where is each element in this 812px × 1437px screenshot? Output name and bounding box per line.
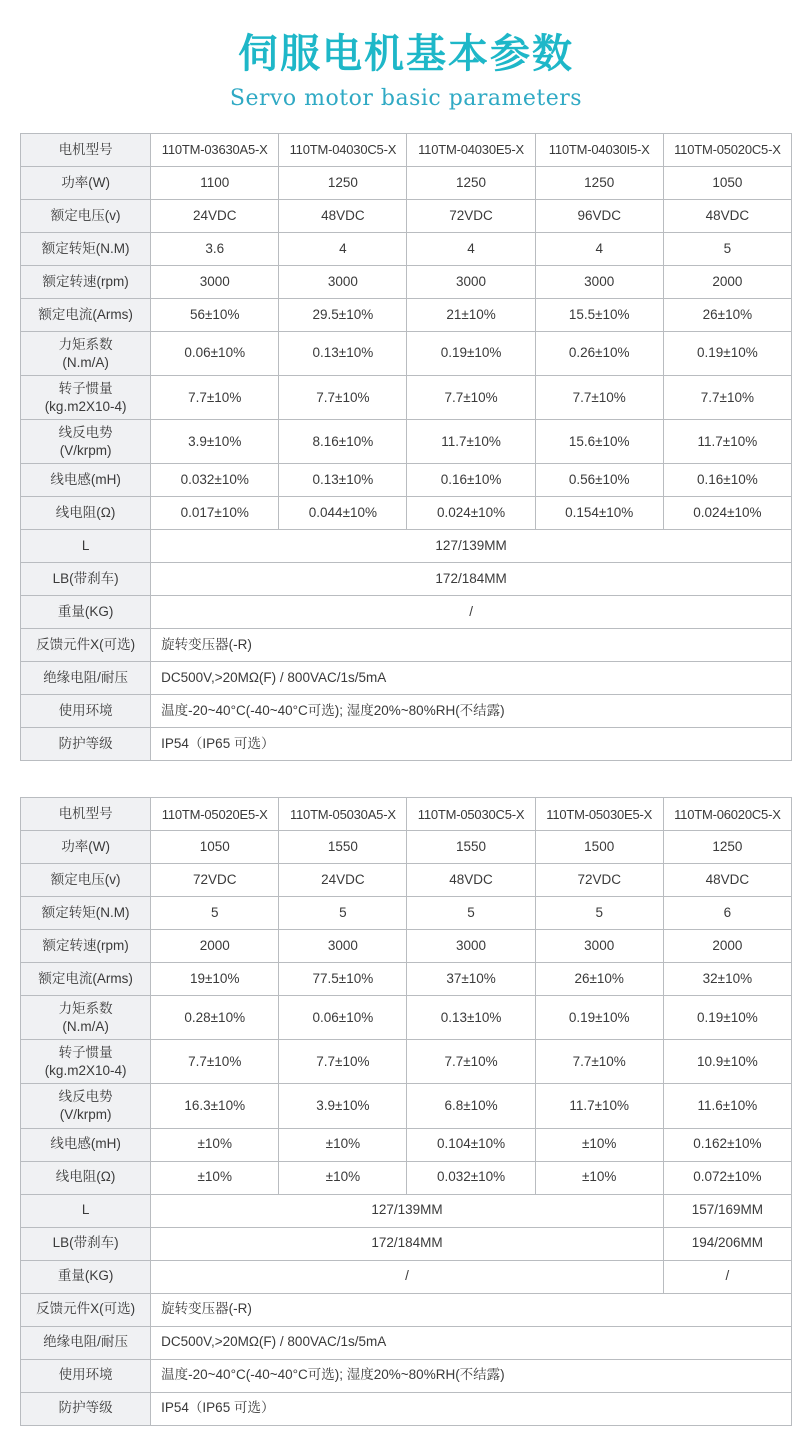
cell-power-2: 1250 [279, 167, 407, 200]
table-row [21, 200, 792, 233]
cell-current-3: 21±10% [407, 299, 535, 332]
cell-bemf-5: 11.7±10% [663, 420, 791, 464]
row-label-model: 电机型号 [21, 134, 151, 167]
row-label-protection: 防护等级 [21, 1392, 151, 1425]
cell-power-2: 1550 [279, 831, 407, 864]
row-label-power: 功率(W) [21, 831, 151, 864]
row-label-torque: 额定转矩(N.M) [21, 897, 151, 930]
cell-current-1: 19±10% [151, 963, 279, 996]
row-label-inductance: 线电感(mH) [21, 464, 151, 497]
cell-model-3: 110TM-04030E5-X [407, 134, 535, 167]
cell-current-3: 37±10% [407, 963, 535, 996]
table-row [21, 1293, 792, 1326]
table-row [21, 1084, 792, 1128]
row-label-inertia [21, 1040, 151, 1084]
cell-inertia-4: 7.7±10% [535, 376, 663, 420]
cell-inertia-2: 7.7±10% [279, 1040, 407, 1084]
cell-inertia-1: 7.7±10% [151, 1040, 279, 1084]
cell-voltage-5: 48VDC [663, 200, 791, 233]
cell-inductance-4: ±10% [535, 1128, 663, 1161]
cell-inductance-1: 0.032±10% [151, 464, 279, 497]
table-row [21, 897, 792, 930]
cell-model-2: 110TM-05030A5-X [279, 798, 407, 831]
row-label-feedback: 反馈元件X(可选) [21, 1293, 151, 1326]
row-label-torque-coef-line1: 力矩系数 [58, 1001, 113, 1017]
table-row [21, 1359, 792, 1392]
cell-current-4: 26±10% [535, 963, 663, 996]
row-label-torque-coef [21, 332, 151, 376]
cell-weight-a: / [151, 1260, 664, 1293]
cell-inductance-3: 0.16±10% [407, 464, 535, 497]
cell-inductance-4: 0.56±10% [535, 464, 663, 497]
cell-length-brake: 172/184MM [151, 563, 792, 596]
cell-torque-coef-4: 0.26±10% [535, 332, 663, 376]
row-label-torque-coef-line1: 力矩系数 [58, 337, 113, 352]
cell-resistance-1: 0.017±10% [151, 497, 279, 530]
cell-current-1: 56±10% [151, 299, 279, 332]
cell-speed-5: 2000 [663, 266, 791, 299]
cell-insulation: DC500V,>20MΩ(F) / 800VAC/1s/5mA [151, 1326, 792, 1359]
cell-resistance-5: 0.024±10% [663, 497, 791, 530]
row-label-bemf [21, 420, 151, 464]
table-row [21, 798, 792, 831]
cell-torque-3: 5 [407, 897, 535, 930]
row-label-weight: 重量(KG) [21, 1260, 151, 1293]
row-label-inertia [21, 376, 151, 420]
cell-bemf-4: 11.7±10% [535, 1084, 663, 1128]
cell-inductance-2: 0.13±10% [279, 464, 407, 497]
cell-inductance-5: 0.162±10% [663, 1128, 791, 1161]
row-label-resistance: 线电阻(Ω) [21, 1161, 151, 1194]
cell-power-1: 1050 [151, 831, 279, 864]
table-row [21, 497, 792, 530]
cell-protection: IP54（IP65 可选） [151, 1392, 792, 1425]
cell-power-1: 1100 [151, 167, 279, 200]
page-subtitle: Servo motor basic parameters [229, 86, 583, 111]
cell-speed-2: 3000 [279, 266, 407, 299]
cell-torque-2: 5 [279, 897, 407, 930]
cell-bemf-4: 15.6±10% [535, 420, 663, 464]
table-row [21, 376, 792, 420]
row-label-length: L [21, 530, 151, 563]
row-label-length-brake: LB(带刹车) [21, 563, 151, 596]
cell-bemf-1: 16.3±10% [151, 1084, 279, 1128]
row-label-protection: 防护等级 [21, 728, 151, 761]
row-label-insulation: 绝缘电阻/耐压 [21, 662, 151, 695]
row-label-speed: 额定转速(rpm) [21, 266, 151, 299]
row-label-voltage: 额定电压(v) [21, 864, 151, 897]
row-label-inertia-line2: (kg.m2X10-4) [44, 1062, 127, 1078]
row-label-model: 电机型号 [21, 798, 151, 831]
cell-voltage-1: 24VDC [151, 200, 279, 233]
table-row [21, 332, 792, 376]
cell-torque-5: 6 [663, 897, 791, 930]
table-row [21, 1194, 792, 1227]
page-title: 伺服电机基本参数 [238, 32, 574, 76]
row-label-insulation: 绝缘电阻/耐压 [21, 1326, 151, 1359]
cell-speed-2: 3000 [279, 930, 407, 963]
cell-torque-4: 5 [535, 897, 663, 930]
page-header [0, 0, 812, 111]
row-label-length-brake: LB(带刹车) [21, 1227, 151, 1260]
cell-voltage-2: 24VDC [279, 864, 407, 897]
cell-resistance-5: 0.072±10% [663, 1161, 791, 1194]
table-row [21, 134, 792, 167]
cell-length-brake-b: 194/206MM [663, 1227, 791, 1260]
row-label-bemf [21, 1084, 151, 1128]
cell-resistance-3: 0.032±10% [407, 1161, 535, 1194]
table-row [21, 299, 792, 332]
cell-torque-coef-1: 0.06±10% [151, 332, 279, 376]
cell-torque-4: 4 [535, 233, 663, 266]
table-gap [0, 761, 812, 775]
cell-speed-5: 2000 [663, 930, 791, 963]
cell-torque-2: 4 [279, 233, 407, 266]
cell-inertia-5: 10.9±10% [663, 1040, 791, 1084]
row-label-inertia-line2: (kg.m2X10-4) [44, 398, 127, 414]
cell-speed-1: 2000 [151, 930, 279, 963]
cell-current-4: 15.5±10% [535, 299, 663, 332]
cell-inertia-3: 7.7±10% [407, 376, 535, 420]
row-label-length: L [21, 1194, 151, 1227]
cell-feedback: 旋转变压器(-R) [151, 629, 792, 662]
cell-feedback: 旋转变压器(-R) [151, 1293, 792, 1326]
cell-resistance-4: 0.154±10% [535, 497, 663, 530]
cell-model-2: 110TM-04030C5-X [279, 134, 407, 167]
spec-table-1 [20, 133, 792, 761]
row-label-torque-coef-line2: (N.m/A) [62, 354, 109, 370]
table-row [21, 420, 792, 464]
spec-table-1-wrap [20, 133, 792, 761]
cell-power-3: 1250 [407, 167, 535, 200]
cell-bemf-2: 8.16±10% [279, 420, 407, 464]
table-row [21, 728, 792, 761]
table-row [21, 930, 792, 963]
cell-weight: / [151, 596, 792, 629]
row-label-bemf-line2: (V/krpm) [59, 1107, 112, 1123]
cell-resistance-4: ±10% [535, 1161, 663, 1194]
cell-power-5: 1250 [663, 831, 791, 864]
row-label-torque: 额定转矩(N.M) [21, 233, 151, 266]
cell-bemf-1: 3.9±10% [151, 420, 279, 464]
cell-torque-coef-3: 0.19±10% [407, 332, 535, 376]
cell-power-4: 1500 [535, 831, 663, 864]
table-row [21, 167, 792, 200]
cell-torque-coef-2: 0.13±10% [279, 332, 407, 376]
cell-inertia-2: 7.7±10% [279, 376, 407, 420]
cell-torque-coef-3: 0.13±10% [407, 996, 535, 1040]
cell-weight-b: / [663, 1260, 791, 1293]
cell-bemf-5: 11.6±10% [663, 1084, 791, 1128]
cell-torque-coef-2: 0.06±10% [279, 996, 407, 1040]
cell-torque-1: 5 [151, 897, 279, 930]
cell-voltage-1: 72VDC [151, 864, 279, 897]
cell-resistance-3: 0.024±10% [407, 497, 535, 530]
table-row [21, 530, 792, 563]
row-label-power: 功率(W) [21, 167, 151, 200]
spec-table-2 [20, 797, 792, 1425]
row-label-bemf-line1: 线反电势 [58, 1089, 113, 1105]
cell-inertia-1: 7.7±10% [151, 376, 279, 420]
row-label-environment: 使用环境 [21, 695, 151, 728]
cell-voltage-3: 48VDC [407, 864, 535, 897]
row-label-bemf-line2: (V/krpm) [59, 442, 112, 458]
table-row [21, 1260, 792, 1293]
cell-torque-coef-4: 0.19±10% [535, 996, 663, 1040]
row-label-speed: 额定转速(rpm) [21, 930, 151, 963]
cell-torque-1: 3.6 [151, 233, 279, 266]
cell-torque-3: 4 [407, 233, 535, 266]
row-label-inductance: 线电感(mH) [21, 1128, 151, 1161]
row-label-bemf-line1: 线反电势 [58, 425, 113, 441]
table-row [21, 1161, 792, 1194]
cell-model-5: 110TM-06020C5-X [663, 798, 791, 831]
cell-current-5: 32±10% [663, 963, 791, 996]
cell-voltage-4: 72VDC [535, 864, 663, 897]
cell-resistance-2: ±10% [279, 1161, 407, 1194]
cell-model-3: 110TM-05030C5-X [407, 798, 535, 831]
table-row [21, 464, 792, 497]
cell-power-4: 1250 [535, 167, 663, 200]
cell-inductance-3: 0.104±10% [407, 1128, 535, 1161]
cell-insulation: DC500V,>20MΩ(F) / 800VAC/1s/5mA [151, 662, 792, 695]
row-label-inertia-line1: 转子惯量 [58, 381, 113, 397]
cell-power-3: 1550 [407, 831, 535, 864]
table-row [21, 629, 792, 662]
cell-speed-3: 3000 [407, 266, 535, 299]
table-row [21, 996, 792, 1040]
cell-length-brake-a: 172/184MM [151, 1227, 664, 1260]
cell-resistance-1: ±10% [151, 1161, 279, 1194]
spec-table-2-wrap [20, 797, 792, 1425]
cell-model-1: 110TM-05020E5-X [151, 798, 279, 831]
cell-environment: 温度-20~40°C(-40~40°C可选); 湿度20%~80%RH(不结露) [151, 1359, 792, 1392]
cell-model-4: 110TM-05030E5-X [535, 798, 663, 831]
cell-voltage-2: 48VDC [279, 200, 407, 233]
cell-current-2: 29.5±10% [279, 299, 407, 332]
cell-protection: IP54（IP65 可选） [151, 728, 792, 761]
cell-torque-coef-5: 0.19±10% [663, 332, 791, 376]
cell-voltage-3: 72VDC [407, 200, 535, 233]
cell-inertia-3: 7.7±10% [407, 1040, 535, 1084]
table-row [21, 233, 792, 266]
row-label-voltage: 额定电压(v) [21, 200, 151, 233]
cell-current-2: 77.5±10% [279, 963, 407, 996]
row-label-feedback: 反馈元件X(可选) [21, 629, 151, 662]
row-label-environment: 使用环境 [21, 1359, 151, 1392]
row-label-inertia-line1: 转子惯量 [58, 1045, 113, 1061]
cell-inertia-4: 7.7±10% [535, 1040, 663, 1084]
cell-bemf-2: 3.9±10% [279, 1084, 407, 1128]
row-label-current: 额定电流(Arms) [21, 299, 151, 332]
row-label-resistance: 线电阻(Ω) [21, 497, 151, 530]
cell-model-5: 110TM-05020C5-X [663, 134, 791, 167]
cell-current-5: 26±10% [663, 299, 791, 332]
cell-bemf-3: 6.8±10% [407, 1084, 535, 1128]
row-label-torque-coef [21, 996, 151, 1040]
table-row [21, 1128, 792, 1161]
cell-inductance-1: ±10% [151, 1128, 279, 1161]
cell-length-a: 127/139MM [151, 1194, 664, 1227]
cell-speed-1: 3000 [151, 266, 279, 299]
table-row [21, 266, 792, 299]
table-row [21, 963, 792, 996]
table-row [21, 1227, 792, 1260]
cell-resistance-2: 0.044±10% [279, 497, 407, 530]
cell-model-4: 110TM-04030I5-X [535, 134, 663, 167]
cell-inductance-5: 0.16±10% [663, 464, 791, 497]
table-row [21, 1040, 792, 1084]
table-row [21, 1326, 792, 1359]
cell-inertia-5: 7.7±10% [663, 376, 791, 420]
cell-voltage-4: 96VDC [535, 200, 663, 233]
cell-inductance-2: ±10% [279, 1128, 407, 1161]
cell-power-5: 1050 [663, 167, 791, 200]
table-row [21, 563, 792, 596]
cell-model-1: 110TM-03630A5-X [151, 134, 279, 167]
cell-speed-3: 3000 [407, 930, 535, 963]
table-row [21, 596, 792, 629]
cell-voltage-5: 48VDC [663, 864, 791, 897]
table-row [21, 831, 792, 864]
table-row [21, 1392, 792, 1425]
table-row [21, 662, 792, 695]
cell-speed-4: 3000 [535, 930, 663, 963]
table-row [21, 864, 792, 897]
cell-environment: 温度-20~40°C(-40~40°C可选); 湿度20%~80%RH(不结露) [151, 695, 792, 728]
cell-torque-5: 5 [663, 233, 791, 266]
cell-length-b: 157/169MM [663, 1194, 791, 1227]
table-row [21, 695, 792, 728]
row-label-current: 额定电流(Arms) [21, 963, 151, 996]
cell-torque-coef-5: 0.19±10% [663, 996, 791, 1040]
cell-bemf-3: 11.7±10% [407, 420, 535, 464]
cell-speed-4: 3000 [535, 266, 663, 299]
cell-length: 127/139MM [151, 530, 792, 563]
cell-torque-coef-1: 0.28±10% [151, 996, 279, 1040]
row-label-torque-coef-line2: (N.m/A) [62, 1018, 109, 1034]
row-label-weight: 重量(KG) [21, 596, 151, 629]
